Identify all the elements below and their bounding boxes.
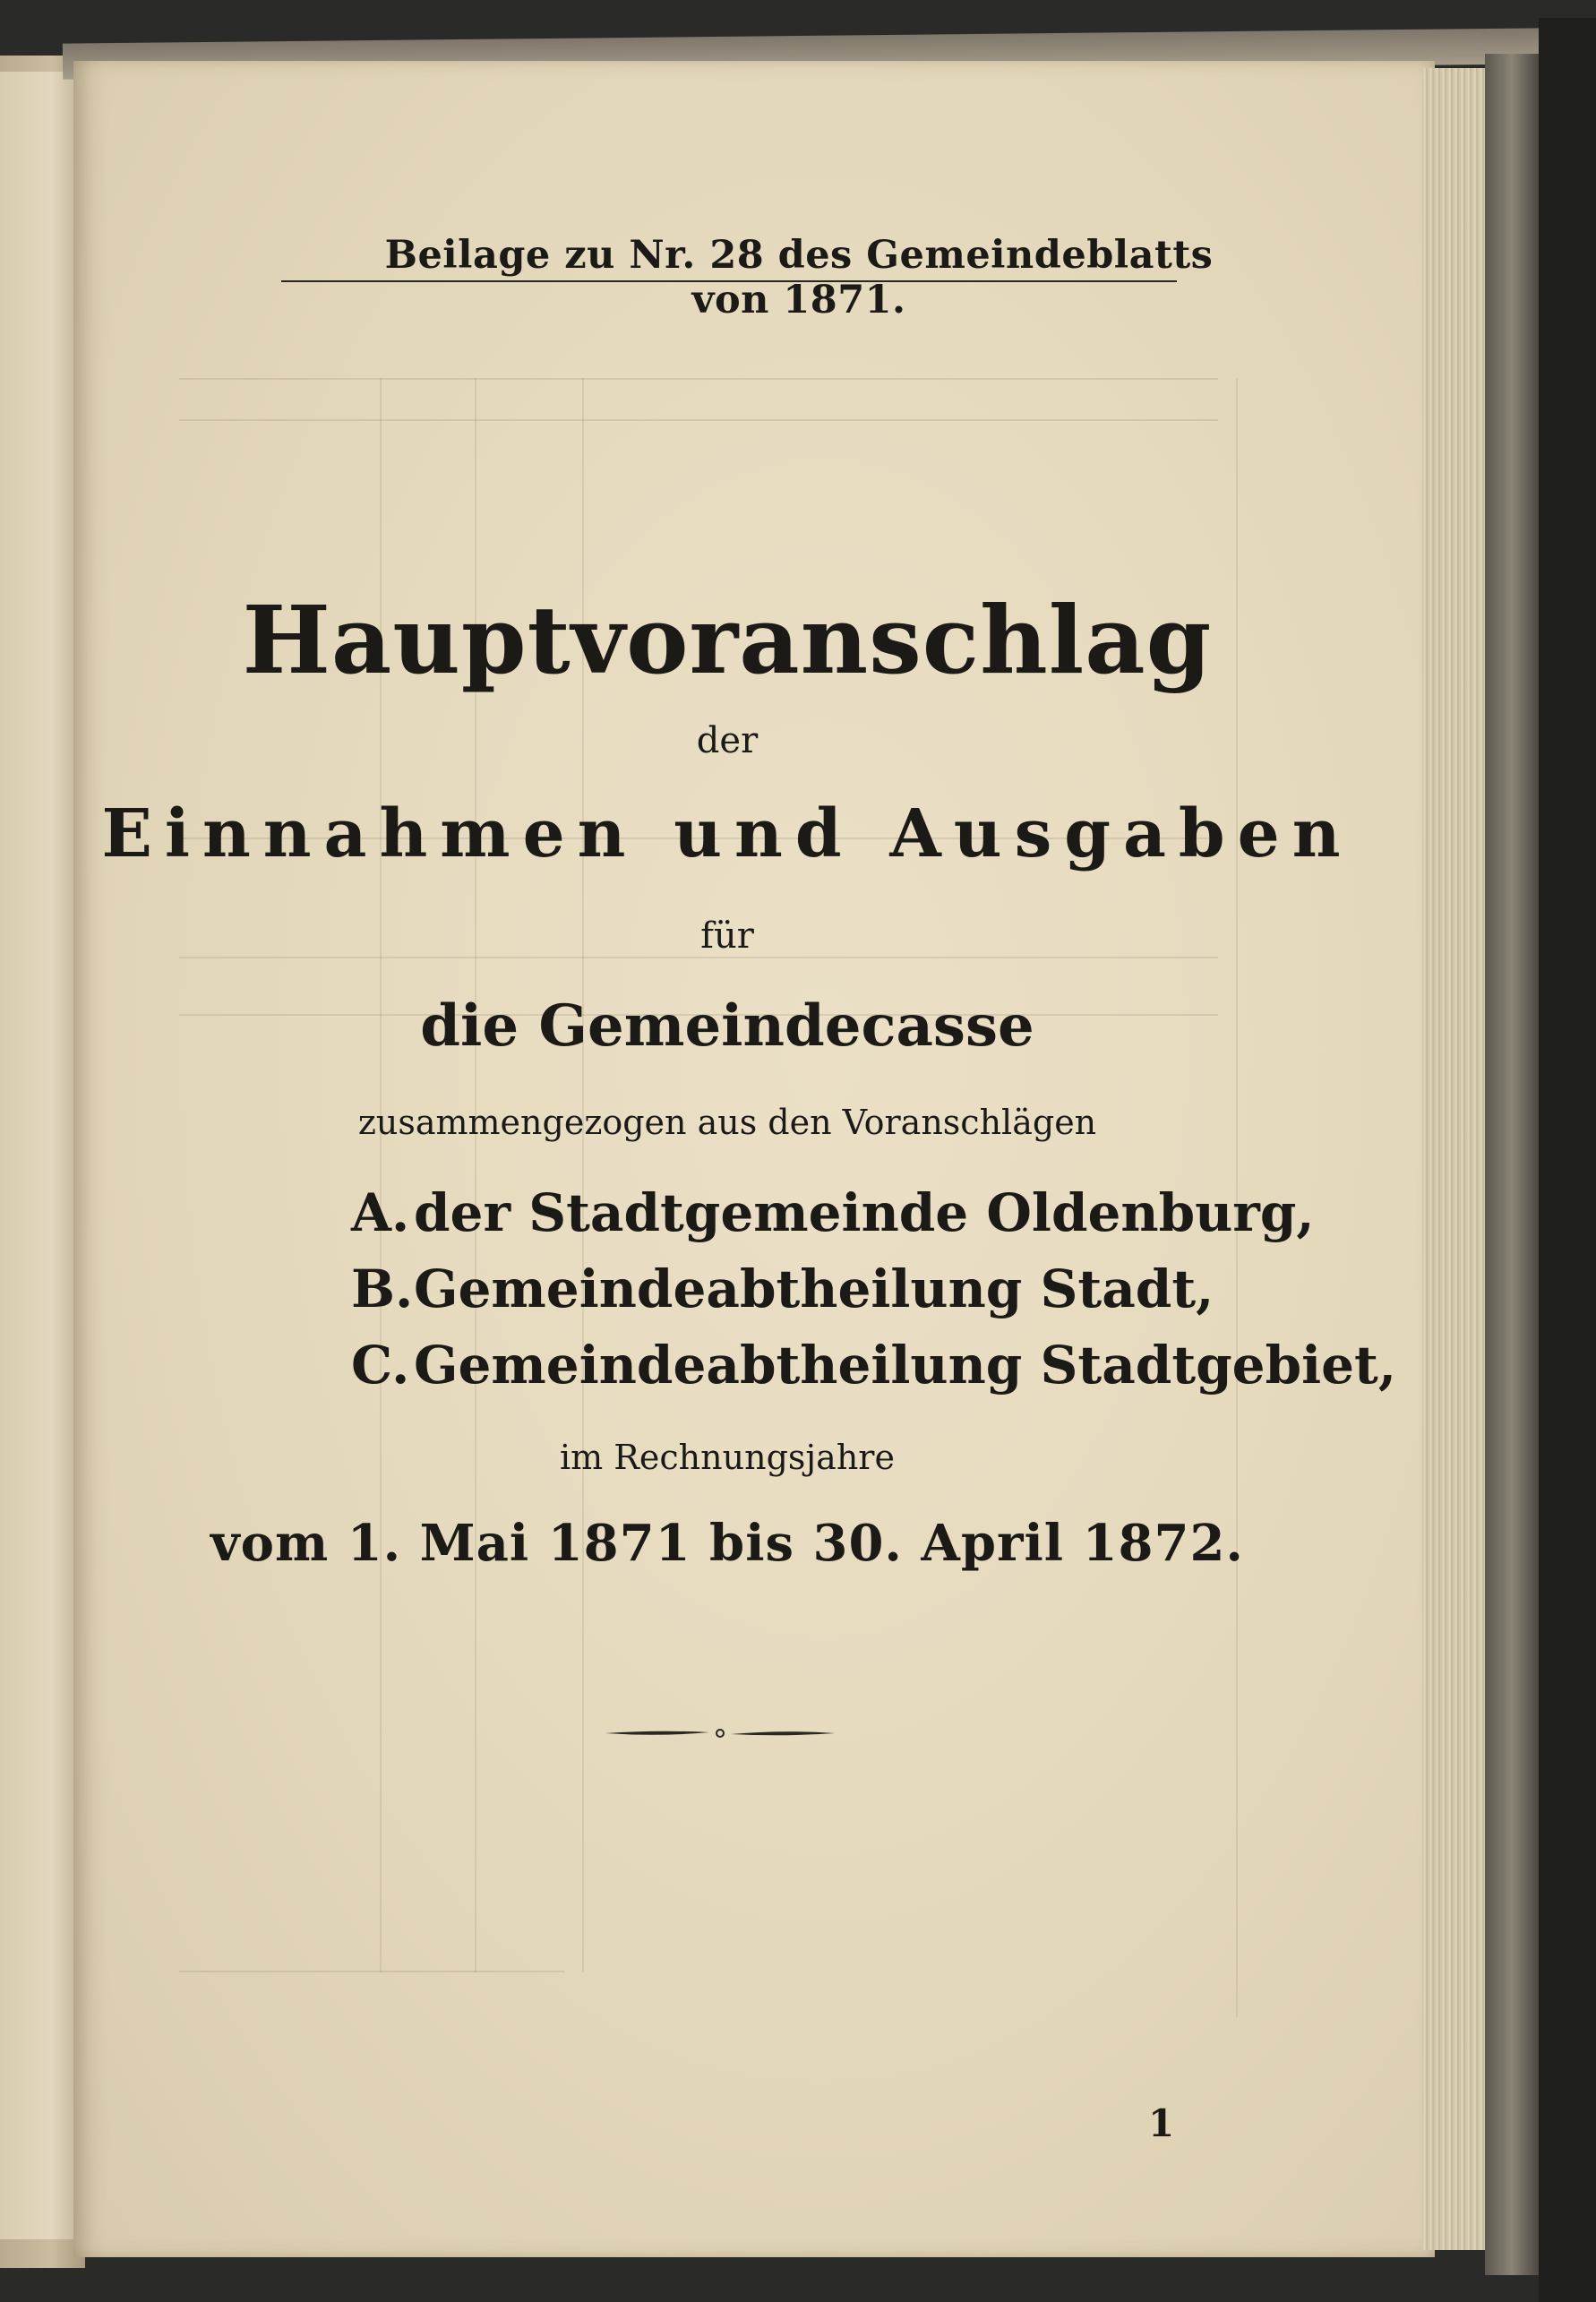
list-item [351, 1182, 1315, 1243]
left-page-edge [0, 72, 75, 2239]
item-letter: B. [351, 1258, 414, 1319]
fiscal-period: vom 1. Mai 1871 bis 30. April 1872. [210, 1514, 1244, 1573]
background-dark [1539, 18, 1596, 2302]
item-letter: A. [351, 1182, 410, 1243]
supplement-underline [281, 280, 1177, 282]
ornament-divider-icon [604, 1722, 837, 1744]
item-letter: C. [351, 1335, 410, 1396]
connector-fuer: für [700, 915, 754, 957]
document-title: Hauptvoranschlag [242, 585, 1213, 695]
item-text: Gemeindeabtheilung Stadt, [414, 1258, 1214, 1319]
list-item [351, 1335, 1396, 1396]
item-text: Gemeindeabtheilung Stadtgebiet, [414, 1335, 1397, 1396]
fiscal-year-label: im Rechnungsjahre [560, 1438, 895, 1477]
compiled-from-line: zusammengezogen aus den Voranschlägen [357, 1103, 1097, 1142]
page-number: 1 [1148, 2101, 1175, 2145]
page-content [73, 61, 1435, 2257]
supplement-line: Beilage zu Nr. 28 des Gemeindeblatts von 1871. [384, 233, 1214, 322]
casse-heading: die Gemeindecasse [420, 992, 1034, 1060]
connector-der: der [696, 720, 759, 761]
document-subtitle: Einnahmen und Ausgaben [101, 795, 1353, 872]
list-item [351, 1258, 1214, 1319]
item-text: der Stadtgemeinde Oldenburg, [414, 1182, 1315, 1243]
back-cover-board [1485, 54, 1539, 2275]
